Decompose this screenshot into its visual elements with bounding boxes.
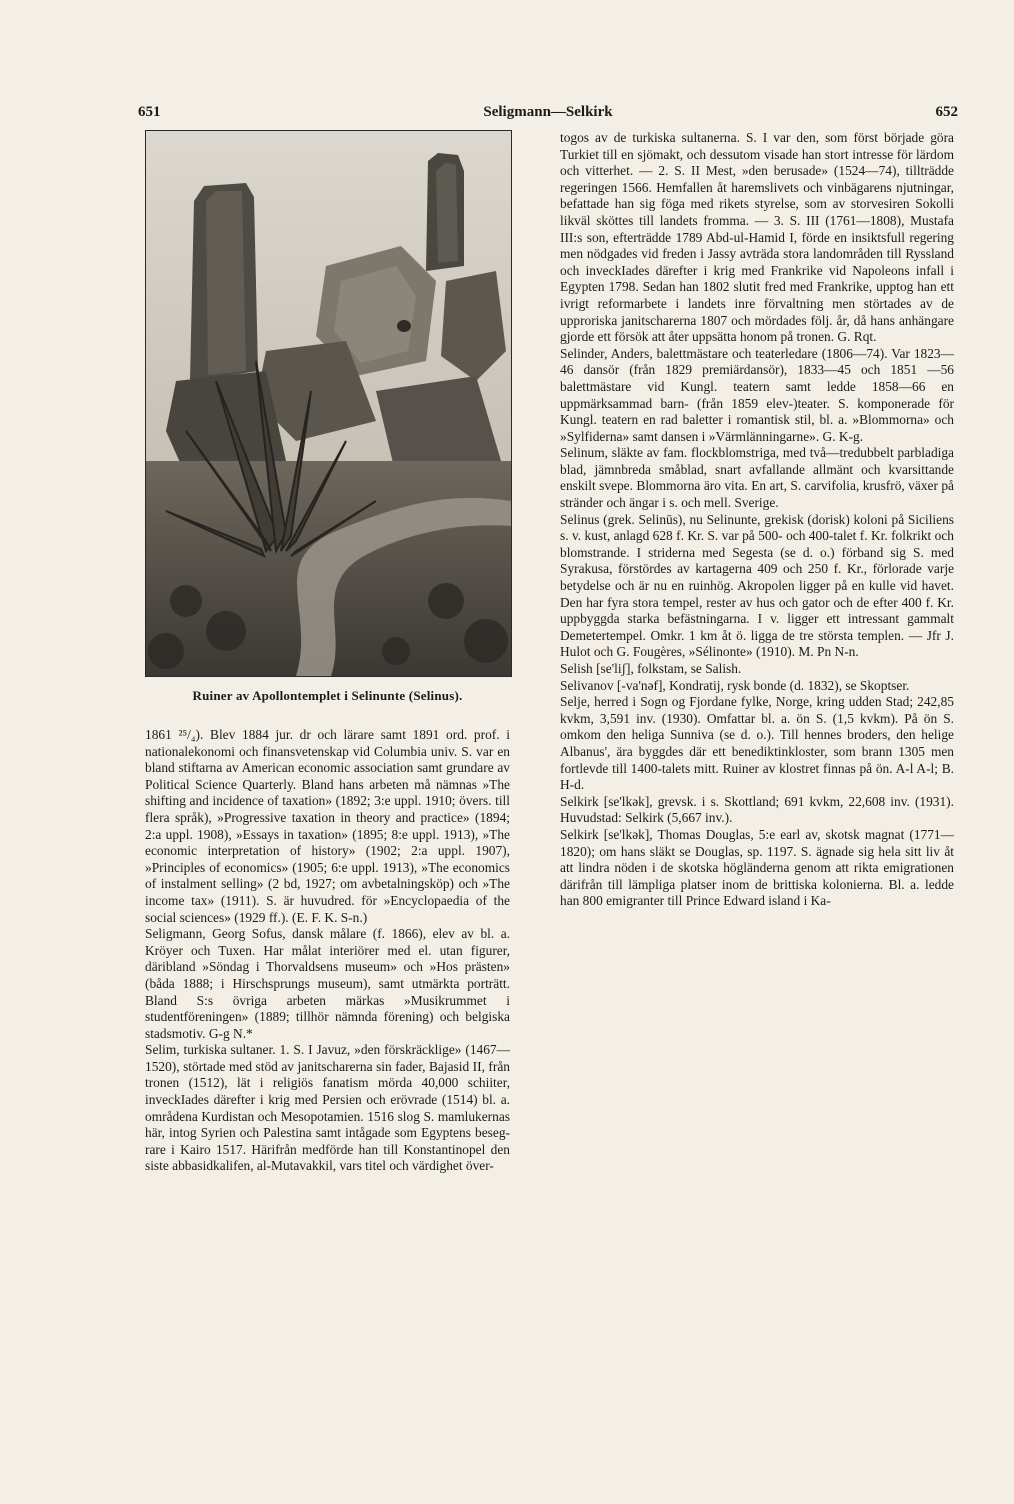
page-number-right: 652 (935, 104, 958, 120)
figure-caption: Ruiner av Apollontemplet i Selinunte (Selinus). (192, 688, 463, 703)
entry-selim: Selim, turkiska sultaner. 1. S. I Javuz, »den förskräcklige» (1467—1520), störtade med stöd av janitscharerna sin fader, Bajasid II, från tronen (1512), lät i religiös fanatism mörda 40,000 schiiter, inveckIades därefter i krig med Persien och erövrade (1514) bl. a. områdena Kurdistan och Mesopotamien. 1516 slog S. mamlukernas här, intog Syrien och Palestina samt intågade som Egyptens beseg- rare i Kairo 1517. Härifrån medförde han till Konstantinopel den siste abbasidkalifen, al-Mutavakkil, vars titel och värdighet över- (145, 1042, 510, 1174)
entry-paragraph: 1861 ²⁵/₄). Blev 1884 jur. dr och lärare samt 1891 ord. prof. i nationalekonomi och finansvetenskap vid Columbia univ. S. var en bland stiftarna av American economic association samt grundare av Political Science Quarterly. Bland hans arbeten må nämnas »The shifting and incidence of taxation» (1892; 3:e uppl. 1910; övers. till flera språk), »Progressive taxation in theory and practice» (1894; 2:a uppl. 1908), »Essays in taxation» (1895; 8:e uppl. 1913), »The economic interpretation of history» (1902; 2:a uppl. 1907), »Principles of economics» (1905; 6:e uppl. 1913), »The economics of instalment selling» (2 bd, 1927; om avbetalningsköp) och »The income tax» (1911). S. är huvudred. för »Encyclopaedia of the social sciences» (1929 ff.). (E. F. K. S-n.) (145, 727, 510, 925)
entry-seligmann: Seligmann, Georg Sofus, dansk målare (f. 1866), elev av bl. a. Kröyer och Tuxen. Har målat interiörer med el. utan figurer, däribland »Söndag i Thorvaldsens museum» och »Hos prästen» (båda 1888; i Hirschsprungs museum), samt utmärkta porträtt. Bland S:s övriga arbeten märkas »Musikrummet i studentföreningen» (1889; tillhör nämnda förening) och belgiska stadsmotiv. G-g N.* (145, 926, 510, 1041)
entry-selje: Selje, herred i Sogn og Fjordane fylke, Norge, kring udden Stad; 242,85 kvkm, 3,591 inv. (1930). Omfattar bl. a. ön S. (1,5 kvkm). På ön S. omkom den heliga Sunniva (se d. o.). Till hennes broders, den helige Albanus', ära byggdes där ett benediktinkloster, som brann 1305 men fortlevde till 1400-talets mitt. Ruiner av klostret finnas på ön. A-l A-l; B. H-d. (560, 694, 954, 793)
left-text-column (145, 727, 510, 1175)
entry-selkirk-county: Selkirk [se'lkək], grevsk. i s. Skottland; 691 kvkm, 22,608 inv. (1931). Huvudstad: Selkirk (5,667 inv.). (560, 793, 954, 826)
page-header (138, 100, 958, 126)
page-number-left: 651 (138, 104, 161, 120)
entry-selim-continued: togos av de turkiska sultanerna. S. I var den, som först började göra Turkiet till en sjömakt, och dessutom visade han stort intresse för lärdom och vitterhet. — 2. S. II Mest, »den berusade» (1524—74), tillträdde regeringen 1566. Hemfallen åt haremslivets och vinbägarens njutningar, befattade han sig föga med rikets styrelse, som av storvesiren Sokolli likväl sköttes till landets fromma. — 3. S. III (1761—1808), Mustafa III:s son, efterträdde 1789 Abd-ul-Hamid I, förde en insiktsfull regering men nödgades vid freden i Jassy avträda stora landområden till Ryssland och inveckIades därefter i krig med Frankrike vid Napoleons infall i Egypten 1798. Sedan han 1802 slutit fred med Frankrike, upptog han ett ivrigt reformarbete i landets inre förvaltning men störtades av de upproriska janitscharerna 1807 och mördades följ. år, då hans anhängare gjorde ett försök att åter uppsätta honom på tronen. G. Rqt. (560, 130, 954, 345)
entry-selinus: Selinus (grek. Selinūs), nu Selinunte, grekisk (dorisk) koloni på Siciliens s. v. kust, anlagd 628 f. Kr. S. var på 500- och 400-talet f. Kr. folkrikt och blomstrande. I striderna med Segesta (se d. o.) förband sig S. med Syrakusa, förstördes av kartagerna 409 och 250 f. Kr., förlorade varje betydelse och är nu en ruinhög. Akropolen ligger på en kulle vid havet. Den har fyra stora tempel, rester av hus och gator och de efter 400 f. Kr. uppbyggda starka befästningarna. I v. ligger ett intressant gammalt Demetertempel. Omkr. 1 km åt ö. ligga de tre största templen. — Jfr J. Hulot och G. Fougères, »Sélinonte» (1910). M. Pn N-n. (560, 511, 954, 660)
running-title: Seligmann—Selkirk (483, 104, 613, 120)
ruins-photograph (145, 130, 512, 677)
right-text-column (560, 130, 954, 910)
entry-selinum: Selinum, släkte av fam. flockblomstriga, med två—tredubbelt parbladiga blad, jämnbreda småblad, snart avfallande allmänt och kvarsittande enskilt svepe. Blommorna äro vita. En art, S. carvifolia, krusfrö, växer på stränder och ängar i s. och mell. Sverige. (560, 445, 954, 511)
entry-selish: Selish [se'liʃ], folkstam, se Salish. (560, 661, 742, 676)
entry-selkirk-earl: Selkirk [se'lkək], Thomas Douglas, 5:e earl av, skotsk magnat (1771—1820); om hans släkt se Douglas, sp. 1197. S. ägnade sig hela sitt liv åt att lindra nöden i de skotska högländerna genom att rikta emigrationen därifrån till lämpliga platser inom de brittiska kolonierna. Bl. a. ledde han 800 emigranter till Prince Edward island i Ka- (560, 826, 954, 909)
entry-selivanov: Selivanov [-va'nəf], Kondratij, rysk bonde (d. 1832), se Skoptser. (560, 677, 910, 693)
entry-selinder: Selinder, Anders, balettmästare och teaterledare (1806—74). Var 1823—46 dansör (från 1829 premiärdansör), 1833—45 och 1851 —56 balettmästare vid Kungl. teatern samt ledde 1858—66 en uppmärksammad barn- (från 1859 elev-)teater. S. komponerade för Kungl. teatern en rad baletter i romantisk stil, bl. a. »Blommorna» och »Sylfiderna» samt dansen i »Värmlänningarne». G. K-g. (560, 345, 954, 444)
ruins-illustration (146, 131, 511, 676)
